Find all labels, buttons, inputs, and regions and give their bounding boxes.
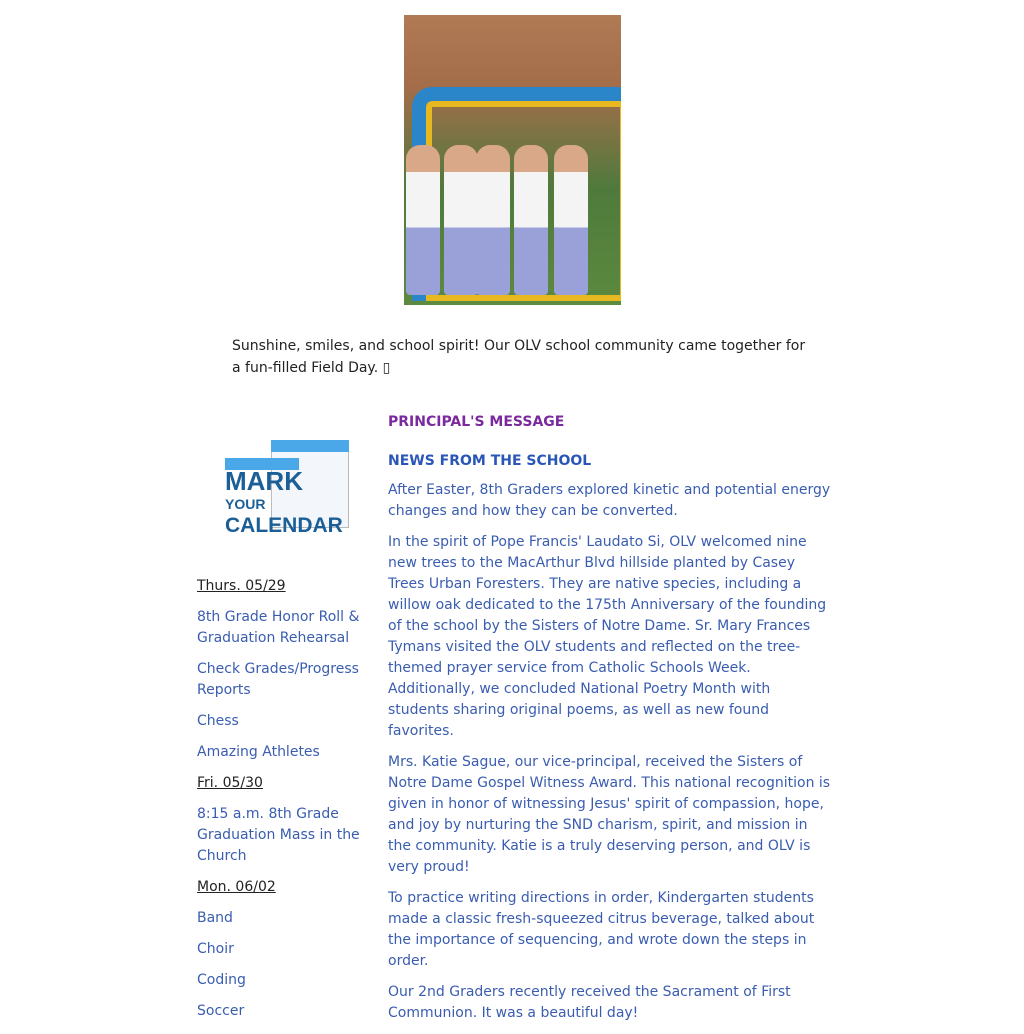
calendar-event: Check Grades/Progress Reports — [197, 661, 359, 698]
photo-caption: Sunshine, smiles, and school spirit! Our OLV school community came together for a fun-filled Field Day. ▯ — [232, 338, 806, 376]
calendar-event: Chess — [197, 713, 239, 729]
principals-message-heading: PRINCIPAL'S MESSAGE — [388, 414, 565, 430]
child-figure — [406, 145, 440, 295]
calendar-sidebar — [197, 430, 372, 1032]
calendar-graphic-text: YOUR — [225, 496, 266, 512]
calendar-date: Fri. 05/30 — [197, 775, 263, 791]
child-figure — [444, 145, 478, 295]
calendar-date: Mon. 06/02 — [197, 879, 276, 895]
mark-your-calendar-graphic — [225, 430, 349, 542]
calendar-event: 8th Grade Honor Roll & Graduation Rehearsal — [197, 609, 360, 646]
news-paragraph: Mrs. Katie Sague, our vice-principal, received the Sisters of Notre Dame Gospel Witness Award. This national recognition is given in honor of witnessing Jesus' spirit of compassion, hope, and joy by nurturing the SND charism, spirit, and mission in the community. Katie is a truly deserving person, and OLV is very proud! — [388, 754, 831, 875]
news-paragraph: In the spirit of Pope Francis' Laudato Si, OLV welcomed nine new trees to the MacArthur Blvd hillside planted by Casey Trees Urban Foresters. They are native species, including a willow oak dedicated to the 175th Anniversary of the founding of the school by the Sisters of Notre Dame. Sr. Mary Frances Tymans visited the OLV students and reflected on the tree-themed prayer service from Catholic Schools Week. Additionally, we concluded National Poetry Month with students sharing original poems, as well as new found favorites. — [388, 534, 827, 739]
news-paragraph: Our 2nd Graders recently received the Sacrament of First Communion. It was a beautiful day! — [388, 984, 791, 1021]
main-content — [388, 412, 833, 1034]
news-paragraph: To practice writing directions in order, Kindergarten students made a classic fresh-squeezed citrus beverage, talked about the importance of sequencing, and wrote down the steps in order. — [388, 890, 815, 969]
calendar-event: 8:15 a.m. 8th Grade Graduation Mass in the Church — [197, 806, 360, 864]
calendar-graphic-text: MARK — [225, 466, 303, 496]
calendar-date: Thurs. 05/29 — [197, 578, 286, 594]
calendar-graphic-text: CALENDAR — [225, 514, 343, 537]
calendar-event: Band — [197, 910, 233, 926]
child-figure — [554, 145, 588, 295]
news-paragraph: After Easter, 8th Graders explored kinetic and potential energy changes and how they can be converted. — [388, 482, 831, 519]
calendar-event: Coding — [197, 972, 246, 988]
field-day-photo — [404, 15, 621, 305]
calendar-event: Soccer — [197, 1003, 245, 1019]
news-heading: NEWS FROM THE SCHOOL — [388, 453, 592, 469]
calendar-event: Amazing Athletes — [197, 744, 320, 760]
child-figure — [476, 145, 510, 295]
child-figure — [514, 145, 548, 295]
calendar-event: Choir — [197, 941, 234, 957]
